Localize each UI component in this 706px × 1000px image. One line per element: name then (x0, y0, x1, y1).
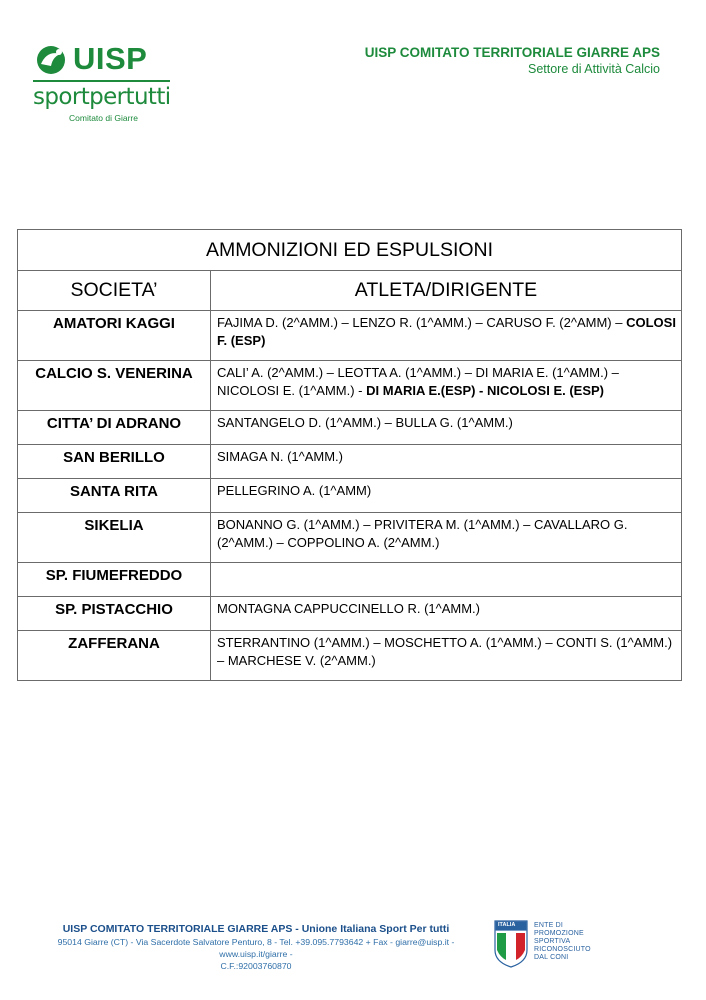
table-row (18, 479, 682, 513)
coni-line: RICONOSCIUTO (534, 946, 591, 953)
table-row (18, 597, 682, 631)
column-header-societa: SOCIETA’ (18, 271, 211, 311)
sanction-text: CALI’ A. (2^AMM.) – LEOTTA A. (1^AMM.) – DI MARIA E. (1^AMM.) – NICOLOSI E. (1^AMM.) - (217, 365, 619, 398)
sanction-list (211, 563, 682, 597)
team-name: CITTA’ DI ADRANO (18, 411, 211, 445)
team-name: SAN BERILLO (18, 445, 211, 479)
expulsion-text: COLOSI F. (ESP) (217, 315, 676, 348)
sanctions-table (17, 229, 682, 681)
sanction-list (211, 361, 682, 411)
table-row (18, 445, 682, 479)
org-header (365, 44, 660, 77)
table-header-row (18, 271, 682, 311)
team-name: ZAFFERANA (18, 631, 211, 681)
coni-badge (494, 920, 614, 970)
table-row (18, 513, 682, 563)
footer-contact-line: 95014 Giarre (CT) - Via Sacerdote Salvatore Penturo, 8 - Tel. +39.095.7793642 + Fax - giarre@uisp.it - www.uisp.it/giarre - (57, 937, 455, 959)
sanction-text: SANTANGELO D. (1^AMM.) – BULLA G. (1^AMM.) (217, 415, 513, 430)
sanction-text: SIMAGA N. (1^AMM.) (217, 449, 344, 464)
sanction-list (211, 597, 682, 631)
table-row (18, 361, 682, 411)
table-row (18, 411, 682, 445)
table-title-row (18, 230, 682, 271)
table-row (18, 563, 682, 597)
team-name: SANTA RITA (18, 479, 211, 513)
sanction-text: MONTAGNA CAPPUCCINELLO R. (1^AMM.) (217, 601, 481, 616)
sanction-text: PELLEGRINO A. (1^AMM) (217, 483, 372, 498)
column-header-atleta: ATLETA/DIRIGENTE (211, 271, 682, 311)
coni-italia-label: ITALIA (498, 922, 516, 928)
sanction-list (211, 631, 682, 681)
footer-tax-code: C.F.:92003760870 (220, 961, 292, 971)
logo-comitato-text: Comitato di Giarre (69, 113, 138, 123)
coni-line: ENTE DI PROMOZIONE (534, 922, 584, 937)
team-name: SP. PISTACCHIO (18, 597, 211, 631)
table-row (18, 631, 682, 681)
logo-sport-text: sportpertutti (33, 84, 171, 110)
sanction-list (211, 513, 682, 563)
runner-logo-icon (33, 44, 69, 76)
table-title: AMMONIZIONI ED ESPULSIONI (18, 230, 682, 271)
coni-line: DAL CONI (534, 954, 569, 961)
footer-org-line: UISP COMITATO TERRITORIALE GIARRE APS - Unione Italiana Sport Per tutti (62, 923, 450, 935)
org-sector: Settore di Attività Calcio (527, 62, 660, 76)
team-name: AMATORI KAGGI (18, 311, 211, 361)
coni-text (534, 922, 614, 962)
sanction-text: STERRANTINO (1^AMM.) – MOSCHETTO A. (1^AMM.) – CONTI S. (1^AMM.) – MARCHESE V. (2^AMM.) (217, 635, 673, 668)
team-name: SP. FIUMEFREDDO (18, 563, 211, 597)
sanction-text: BONANNO G. (1^AMM.) – PRIVITERA M. (1^AMM.) – CAVALLARO G. (2^AMM.) – COPPOLINO A. (2^AMM.) (217, 517, 628, 550)
uisp-logo (33, 40, 183, 126)
table-row (18, 311, 682, 361)
team-name: CALCIO S. VENERINA (18, 361, 211, 411)
sanction-list (211, 411, 682, 445)
sanction-list (211, 479, 682, 513)
team-name: SIKELIA (18, 513, 211, 563)
coni-line: SPORTIVA (534, 938, 571, 945)
sanction-text: FAJIMA D. (2^AMM.) – LENZO R. (1^AMM.) – CARUSO F. (2^AMM) – (217, 315, 623, 330)
footer-address (36, 922, 476, 972)
org-name: UISP COMITATO TERRITORIALE GIARRE APS (364, 45, 660, 60)
sanction-list (211, 445, 682, 479)
sanction-list (211, 311, 682, 361)
expulsion-text: DI MARIA E.(ESP) - NICOLOSI E. (ESP) (366, 383, 605, 398)
logo-uisp-text: UISP (73, 41, 148, 76)
